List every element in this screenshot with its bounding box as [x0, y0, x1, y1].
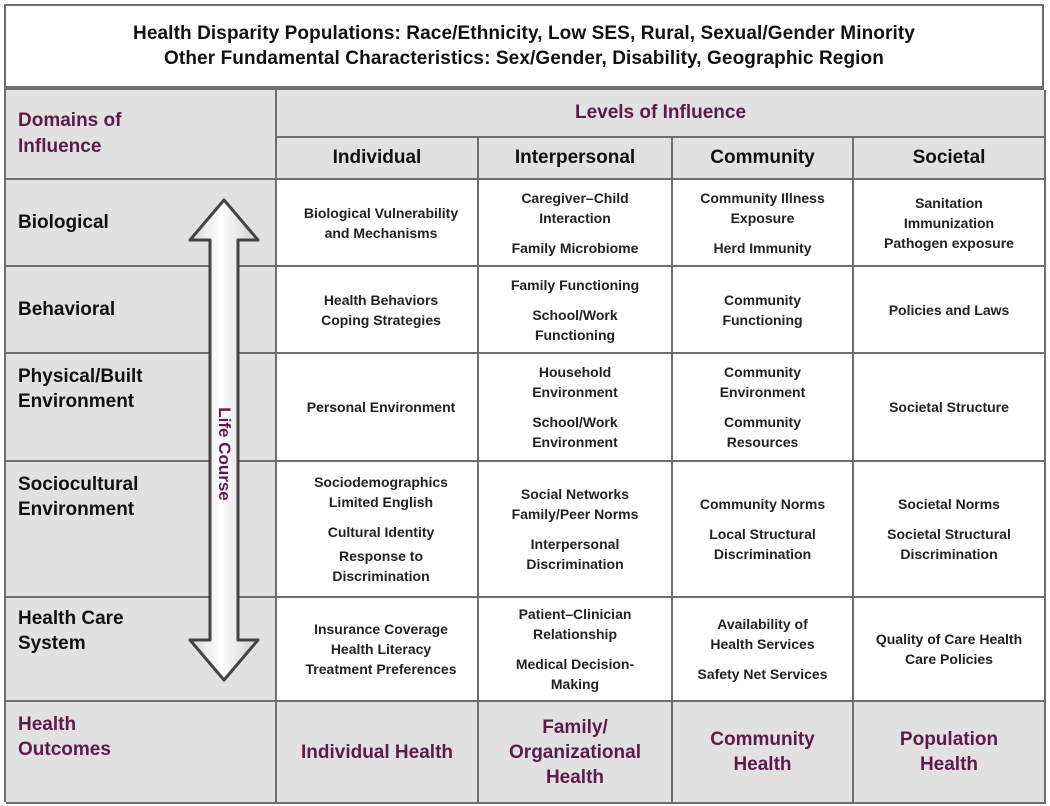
cell-text: Patient–Clinician Relationship [518, 606, 632, 642]
cell-text: Sanitation Immunization Pathogen exposure [884, 194, 1014, 251]
cell-biological-individual [277, 180, 479, 267]
column-header-interpersonal: Interpersonal [479, 138, 673, 180]
cell-sociocultural-individual [277, 462, 479, 598]
cell-text: School/Work Functioning [532, 306, 618, 343]
outcome-individual-health: Individual Health [277, 702, 479, 804]
cell-text: Insurance Coverage Health Literacy Treatment Preferences [305, 621, 457, 677]
cell-text: Response to Discrimination [332, 548, 430, 584]
outcome-text: Family/ Organizational Health [509, 716, 641, 788]
column-header-individual: Individual [277, 138, 479, 180]
domains-of-influence-heading [6, 90, 277, 180]
cell-text: School/Work Environment [532, 414, 618, 450]
levels-of-influence-heading [277, 90, 1046, 138]
cell-text: Health Behaviors Coping Strategies [321, 291, 441, 328]
column-header-societal: Societal [854, 138, 1046, 180]
cell-healthcare-community [673, 598, 854, 702]
domains-title-line-2: Influence [18, 136, 102, 157]
cell-healthcare-societal [854, 598, 1046, 702]
framework-grid [4, 88, 1044, 802]
cell-text: Social Networks Family/Peer Norms [511, 486, 639, 522]
cell-sociocultural-interpersonal [479, 462, 673, 598]
cell-biological-societal [854, 180, 1046, 267]
header-line-2: Other Fundamental Characteristics: Sex/Gender, Disability, Geographic Region [164, 48, 884, 69]
outcome-text: Community Health [710, 729, 815, 775]
row-label: Sociocultural Environment [18, 474, 139, 520]
life-course-label [204, 404, 244, 504]
row-header-health-outcomes [6, 702, 277, 804]
cell-text: Policies and Laws [888, 301, 1010, 318]
cell-text: Interpersonal Discrimination [526, 536, 624, 572]
cell-physical-community [673, 354, 854, 462]
cell-text: Personal Environment [306, 399, 456, 415]
row-label: Physical/Built Environment [18, 366, 143, 412]
cell-text: Biological Vulnerability and Mechanisms [303, 204, 459, 241]
cell-physical-individual [277, 354, 479, 462]
cell-text: Family Functioning [510, 276, 640, 293]
cell-physical-societal [854, 354, 1046, 462]
levels-title-text: Levels of Influence [574, 102, 747, 123]
cell-text: Community Environment [719, 364, 806, 400]
cell-text: Availability of Health Services [710, 616, 815, 652]
header-line-1: Health Disparity Populations: Race/Ethnicity, Low SES, Rural, Sexual/Gender Minority [133, 23, 915, 44]
cell-healthcare-individual [277, 598, 479, 702]
outcome-family-organizational-health [479, 702, 673, 804]
row-label: Behavioral [18, 299, 116, 320]
life-course-text: Life Course [215, 407, 234, 501]
cell-biological-community [673, 180, 854, 267]
domains-title-line-1: Domains of [18, 110, 122, 131]
cell-text: Societal Norms [898, 496, 1000, 512]
cell-text: Sociodemographics Limited English [314, 474, 448, 510]
cell-text: Household Environment [532, 364, 618, 400]
cell-text: Medical Decision-Making [515, 656, 635, 692]
cell-physical-interpersonal [479, 354, 673, 462]
row-label: Health Care System [18, 608, 124, 654]
cell-text: Cultural Identity [327, 524, 435, 540]
outcomes-label: Health Outcomes [18, 714, 111, 760]
row-label: Biological [18, 212, 109, 233]
cell-text: Quality of Care Health Care Policies [875, 631, 1023, 667]
cell-text: Societal Structure [889, 399, 1009, 415]
cell-healthcare-interpersonal [479, 598, 673, 702]
cell-sociocultural-community [673, 462, 854, 598]
outcome-population-health [854, 702, 1046, 804]
outcome-community-health [673, 702, 854, 804]
cell-behavioral-interpersonal [479, 267, 673, 354]
cell-text: Safety Net Services [697, 666, 828, 682]
cell-text: Community Functioning [722, 291, 803, 328]
header-banner [4, 4, 1044, 88]
outcome-text: Population Health [899, 729, 999, 775]
cell-biological-interpersonal [479, 180, 673, 267]
cell-text: Community Illness Exposure [700, 189, 825, 226]
cell-text: Community Resources [724, 414, 801, 450]
cell-behavioral-community [673, 267, 854, 354]
cell-text: Caregiver–Child Interaction [521, 189, 629, 226]
cell-sociocultural-societal [854, 462, 1046, 598]
cell-text: Family Microbiome [511, 239, 639, 256]
column-header-community: Community [673, 138, 854, 180]
cell-text: Societal Structural Discrimination [887, 526, 1011, 562]
cell-text: Herd Immunity [713, 239, 812, 256]
cell-behavioral-societal [854, 267, 1046, 354]
cell-text: Community Norms [699, 496, 826, 512]
cell-behavioral-individual [277, 267, 479, 354]
cell-text: Local Structural Discrimination [709, 526, 816, 562]
